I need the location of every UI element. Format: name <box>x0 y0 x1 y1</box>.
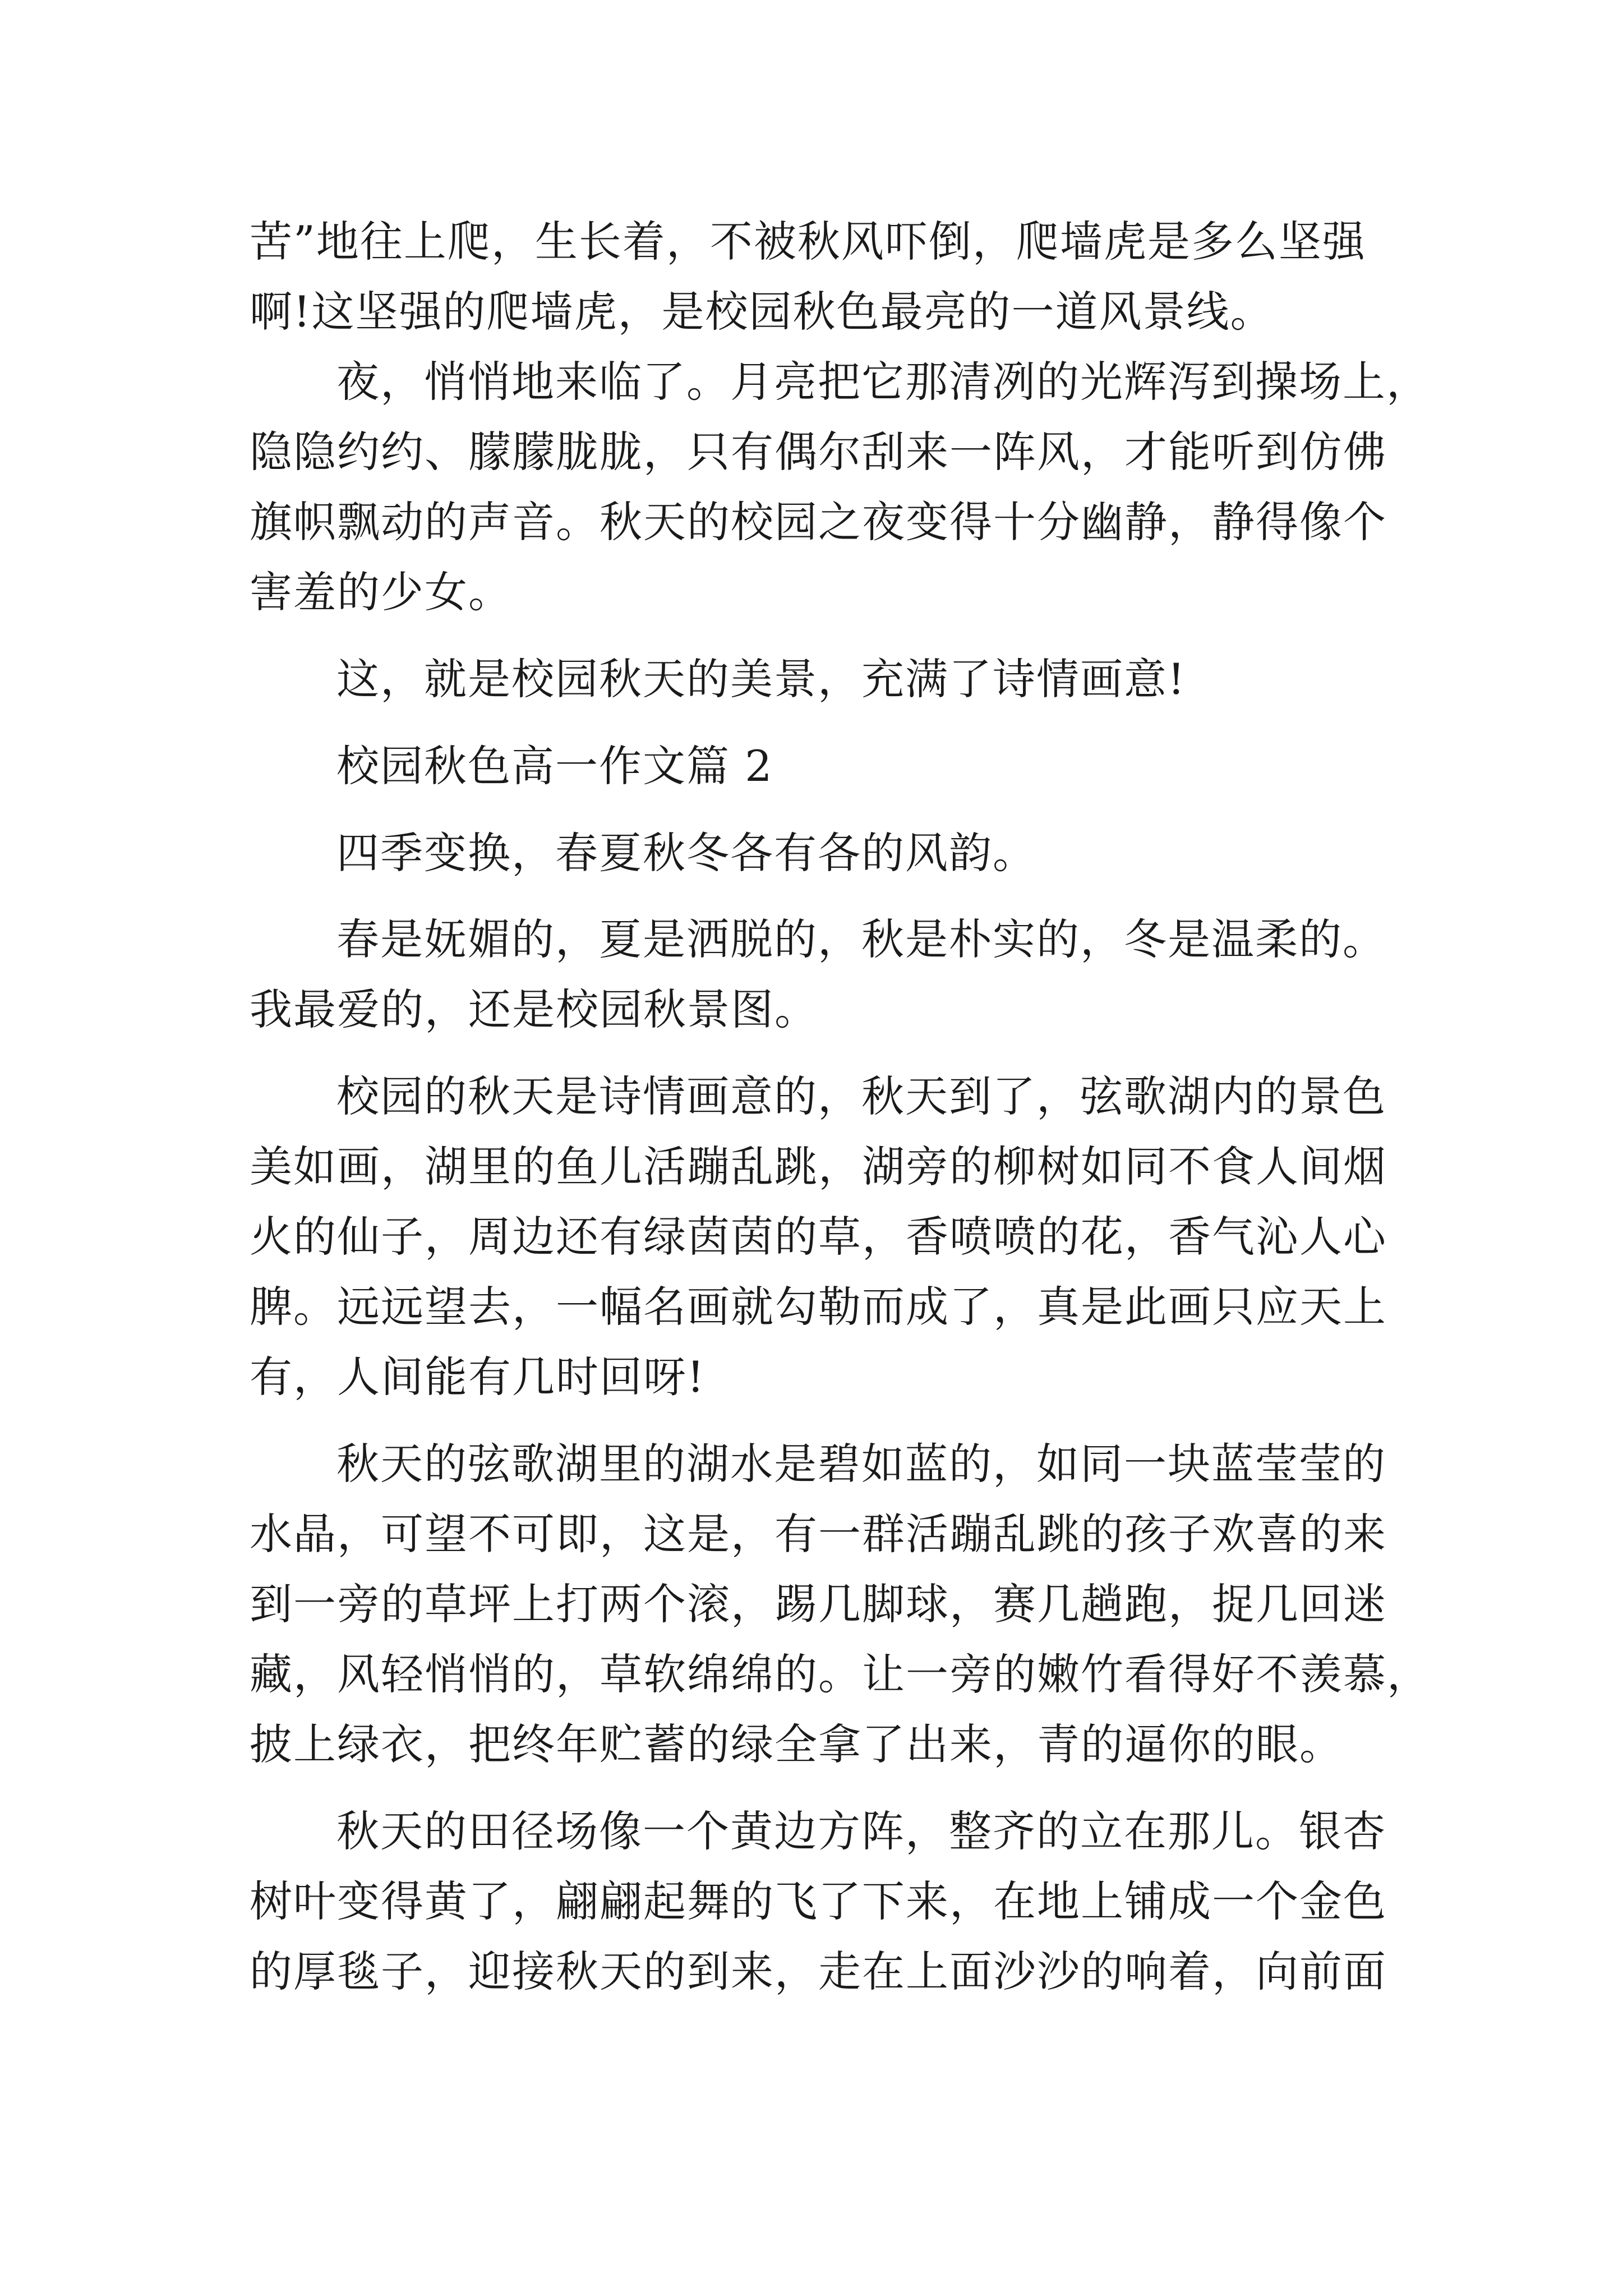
text-line: 隐隐约约、朦朦胧胧，只有偶尔刮来一阵风，才能听到仿佛 <box>250 427 1387 477</box>
text-line: 有，人间能有几时回呀! <box>250 1352 706 1402</box>
text-line: 脾。远远望去，一幅名画就勾勒而成了，真是此画只应天上 <box>250 1282 1387 1332</box>
paragraph-line: 这，就是校园秋天的美景，充满了诗情画意! <box>336 654 1186 704</box>
text-line: 到一旁的草坪上打两个滚，踢几脚球，赛几趟跑，捉几回迷 <box>250 1579 1387 1629</box>
text-line: 树叶变得黄了，翩翩起舞的飞了下来，在地上铺成一个金色 <box>250 1876 1387 1926</box>
paragraph-line: 秋天的田径场像一个黄边方阵，整齐的立在那儿。银杏 <box>336 1806 1386 1856</box>
text-line: 的厚毯子，迎接秋天的到来，走在上面沙沙的响着，向前面 <box>250 1947 1387 1996</box>
text-line: 火的仙子，周边还有绿茵茵的草，香喷喷的花，香气沁人心 <box>250 1212 1387 1262</box>
text-line: 我最爱的，还是校园秋景图。 <box>250 984 818 1034</box>
paragraph-line: 校园的秋天是诗情画意的，秋天到了，弦歌湖内的景色 <box>336 1071 1386 1121</box>
text-line: 啊!这坚强的爬墙虎，是校园秋色最亮的一道风景线。 <box>250 287 1274 337</box>
text-line: 水晶，可望不可即，这是，有一群活蹦乱跳的孩子欢喜的来 <box>250 1509 1387 1559</box>
text-line: 美如画，湖里的鱼儿活蹦乱跳，湖旁的柳树如同不食人间烟 <box>250 1142 1387 1191</box>
paragraph-line: 秋天的弦歌湖里的湖水是碧如蓝的，如同一块蓝莹莹的 <box>336 1439 1386 1489</box>
text-line: 苦”地往上爬，生长着，不被秋风吓倒，爬墙虎是多么坚强 <box>250 217 1366 266</box>
text-line: 披上绿衣，把终年贮蓄的绿全拿了出来，青的逼你的眼。 <box>250 1719 1343 1769</box>
text-line: 害羞的少女。 <box>250 567 512 617</box>
paragraph-line: 春是妩媚的，夏是洒脱的，秋是朴实的，冬是温柔的。 <box>336 914 1386 964</box>
section-heading: 校园秋色高一作文篇 2 <box>336 741 773 791</box>
paragraph-line: 四季变换，春夏秋冬各有各的风韵。 <box>336 828 1036 878</box>
text-line: 旗帜飘动的声音。秋天的校园之夜变得十分幽静，静得像个 <box>250 497 1387 547</box>
text-line: 藏，风轻悄悄的，草软绵绵的。让一旁的嫩竹看得好不羡慕， <box>250 1649 1431 1699</box>
paragraph-line: 夜，悄悄地来临了。月亮把它那清冽的光辉泻到操场上， <box>336 357 1430 407</box>
